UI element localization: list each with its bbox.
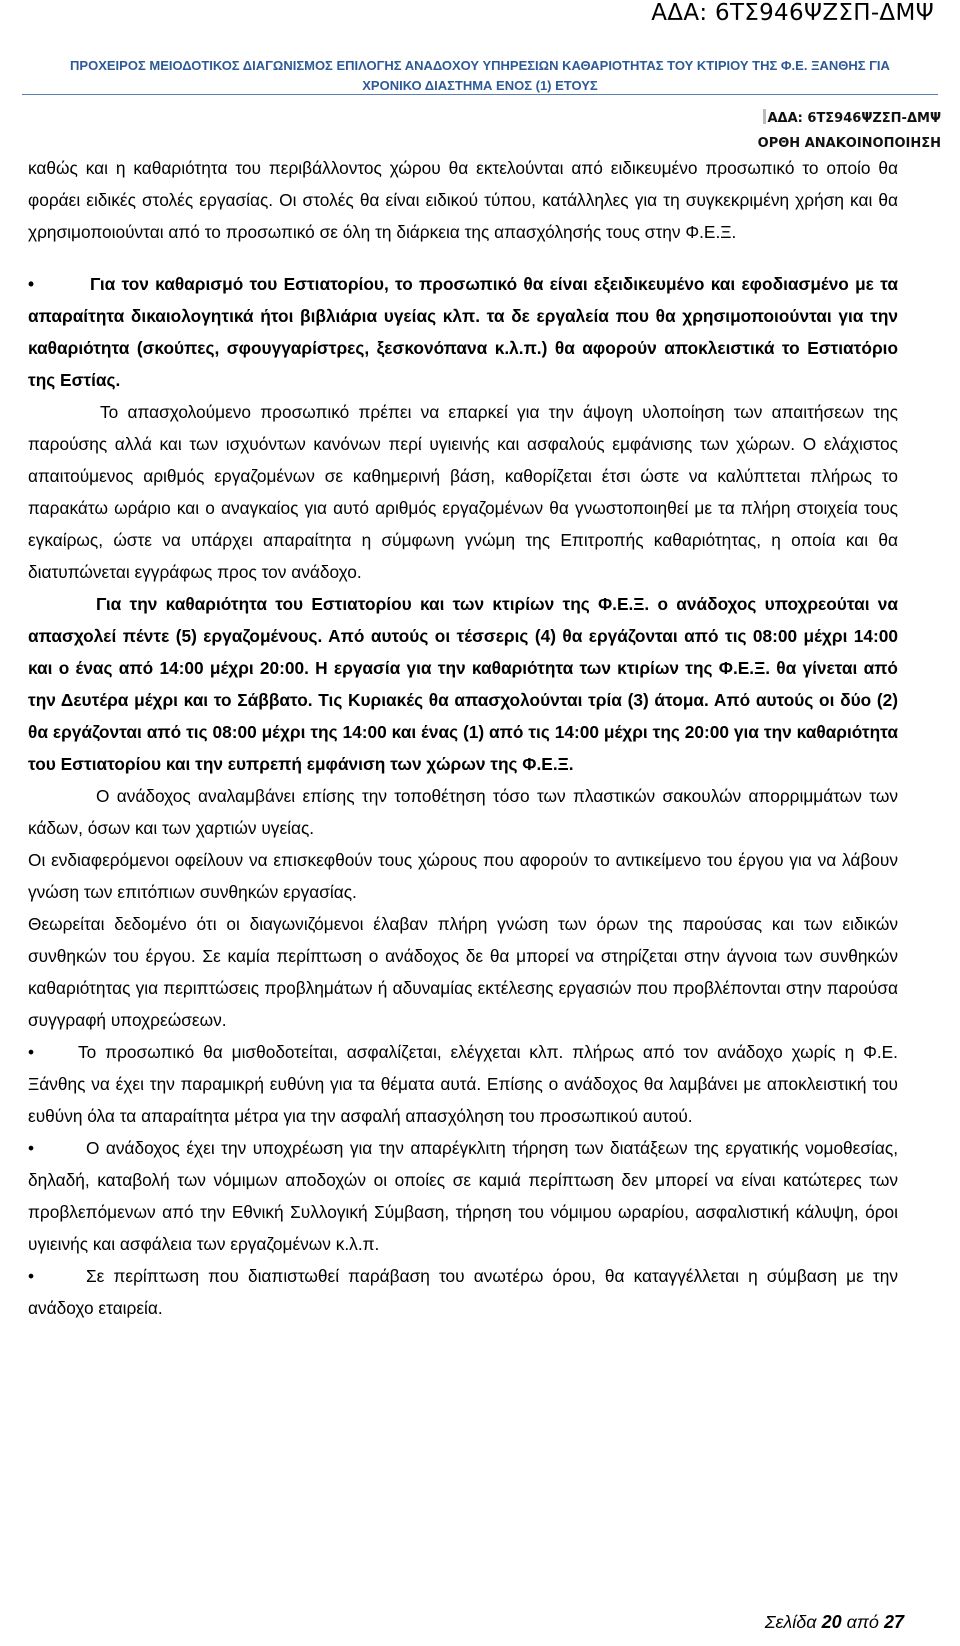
bullet-icon: •	[28, 1138, 35, 1158]
paragraph-4	[28, 780, 898, 844]
paragraph-6: Θεωρείται δεδομένο ότι οι διαγωνιζόμενοι έλαβαν πλήρη γνώση των όρων της παρούσας και των ειδικών συνθηκών του έργου. Σε καμία περίπτωση ο ανάδοχος δε θα μπορεί να στηρίζεται στην άγνοια των συνθηκών καθαριότητας για περιπτώσεις προβλημάτων ή αδυναμίας εκτέλεσης εργασιών που προβλέπονται στην παρούσα συγγραφή υποχρεώσεων.	[28, 914, 898, 1030]
bullet-icon: •	[28, 274, 35, 294]
page-sep: από	[846, 1612, 879, 1632]
paragraph-4-text: Ο ανάδοχος αναλαμβάνει επίσης την τοποθέτηση τόσο των πλαστικών σακουλών απορριμμάτων των κάδων, όσων και των χαρτιών υγείας.	[28, 786, 898, 838]
bullet-item-restaurant-cleaning	[28, 268, 898, 396]
paragraph-2-text: Το απασχολούμενο προσωπικό πρέπει να επαρκεί για την άψογη υλοποίηση των απαιτήσεων της παρούσης αλλά και των ισχυόντων κανόνων περί υγιεινής και ασφαλούς εμφάνισης των χώρων. Ο ελάχιστος απαιτούμενος αριθμός εργαζομένων σε καθημερινή βάση, καθορίζεται έτσι ώστε να καλύπτεται πλήρως το παρακάτω ωράριο και ο αναγκαίος για αυτό αριθμός εργαζομένων θα γνωστοποιηθεί με τα πλήρη στοιχεία τους εγκαίρως, ώστε να υπάρχει απαραίτητα η σύμφωνη γνώμη της Επιτροπής καθαριότητας, η οποία και θα διατυπώνεται εγγράφως προς τον ανάδοχο.	[28, 402, 898, 582]
header-line-2: ΧΡΟΝΙΚΟ ΔΙΑΣΤΗΜΑ ΕΝΟΣ (1) ΕΤΟΥΣ	[362, 78, 598, 93]
bullet-text: Ο ανάδοχος έχει την υποχρέωση για την απαρέγκλιτη τήρηση των διατάξεων της εργατικής νομοθεσίας, δηλαδή, καταβολή των νόμιμων αποδοχών οι οποίες σε καμιά περίπτωση δεν μπορεί να είναι κατώτερες των προβλεπόμενων από την Εθνική Συλλογική Σύμβαση, τήρηση του νόμιμου ωραρίου, ασφαλιστική κάλυψη, όροι υγιεινής και ασφάλεια των εργαζομένων κ.λ.π.	[28, 1138, 898, 1254]
total-pages: 27	[883, 1612, 904, 1632]
current-page: 20	[821, 1612, 842, 1632]
paragraph-3-text: Για την καθαριότητα του Εστιατορίου και των κτιρίων της Φ.Ε.Ξ. ο ανάδοχος υποχρεούται να απασχολεί πέντε (5) εργαζομένους. Από αυτούς οι τέσσερις (4) θα εργάζονται από τις 08:00 μέχρι 14:00 και ο ένας από 14:00 μέχρι 20:00. Η εργασία για την καθαριότητα των κτιρίων της Φ.Ε.Ξ. θα γίνεται από την Δευτέρα μέχρι και το Σάββατο. Τις Κυριακές θα απασχολούνται τρία (3) άτομα. Από αυτούς οι δύο (2) θα εργάζονται από τις 08:00 μέχρι της 14:00 και ένας (1) από τις 14:00 μέχρι της 20:00 για την καθαριότητα του Εστιατορίου και την ευπρεπή εμφάνιση των χώρων της Φ.Ε.Ξ.	[28, 594, 898, 774]
document-header	[22, 56, 938, 96]
spacer	[28, 248, 898, 268]
header-line-1: ΠΡΟΧΕΙΡΟΣ ΜΕΙΟΔΟΤΙΚΟΣ ΔΙΑΓΩΝΙΣΜΟΣ ΕΠΙΛΟΓΗΣ ΑΝΑΔΟΧΟΥ ΥΠΗΡΕΣΙΩΝ ΚΑΘΑΡΙΟΤΗΤΑΣ ΤΟΥ ΚΤΙΡΙΟΥ ΤΗΣ Φ.Ε. ΞΑΝΘΗΣ ΓΙΑ	[70, 58, 890, 73]
ada-top-watermark: ΑΔΑ: 6ΤΣ946ΨΖΣΠ-ΔΜΨ	[651, 0, 934, 26]
bullet-item-payroll	[28, 1036, 898, 1132]
page-label: Σελίδα	[764, 1612, 817, 1632]
document-body	[28, 152, 898, 1324]
bullet-item-labor-law	[28, 1132, 898, 1260]
stamp-ada: ΑΔΑ: 6ΤΣ946ΨΖΣΠ-ΔΜΨ	[767, 111, 941, 126]
header-divider	[22, 94, 938, 95]
bullet-text: Για τον καθαρισμό του Εστιατορίου, το προσωπικό θα είναι εξειδικευμένο και εφοδιασμένο με τα απαραίτητα δικαιολογητικά ήτοι βιβλιάρια υγείας κλπ. τα δε εργαλεία που θα χρησιμοποιούνται για την καθαριότητα (σκούπες, σφουγγαρίστρες, ξεσκονόπανα κ.λ.π.) θα αφορούν αποκλειστικά το Εστιατόριο της Εστίας.	[28, 274, 898, 390]
page-number	[765, 1612, 904, 1633]
bullet-item-termination	[28, 1260, 898, 1324]
bullet-text: Το προσωπικό θα μισθοδοτείται, ασφαλίζεται, ελέγχεται κλπ. πλήρως από τον ανάδοχο χωρίς η Φ.Ε. Ξάνθης να έχει την παραμικρή ευθύνη για τα θέματα αυτά. Επίσης ο ανάδοχος θα λαμβάνει με αποκλειστική του ευθύνη όλα τα απαραίτητα μέτρα για την ασφαλή απασχόληση του προσωπικού αυτού.	[28, 1042, 898, 1126]
stamp-correction: ΟΡΘΗ ΑΝΑΚΟΙΝΟΠΟΙΗΣΗ	[757, 136, 941, 151]
bullet-icon: •	[28, 1266, 35, 1286]
ada-stamp	[758, 106, 941, 156]
paragraph-1: καθώς και η καθαριότητα του περιβάλλοντος χώρου θα εκτελούνται από ειδικευμένο προσωπικό το οποίο θα φοράει ειδικές στολές εργασίας. Οι στολές θα είναι ειδικού τύπου, κατάλληλες για τη συγκεκριμένη χρήση και θα χρησιμοποιούνται από το προσωπικό σε όλη τη διάρκεια της απασχόλησής τους στην Φ.Ε.Ξ.	[28, 158, 898, 242]
paragraph-3	[28, 588, 898, 780]
paragraph-5: Οι ενδιαφερόμενοι οφείλουν να επισκεφθούν τους χώρους που αφορούν το αντικείμενο του έργου για να λάβουν γνώση των επιτόπιων συνθηκών εργασίας.	[28, 850, 898, 902]
bullet-text: Σε περίπτωση που διαπιστωθεί παράβαση του ανωτέρω όρου, θα καταγγέλλεται η σύμβαση με την ανάδοχο εταιρεία.	[28, 1266, 898, 1318]
paragraph-2	[28, 396, 898, 588]
bullet-icon: •	[28, 1042, 35, 1062]
